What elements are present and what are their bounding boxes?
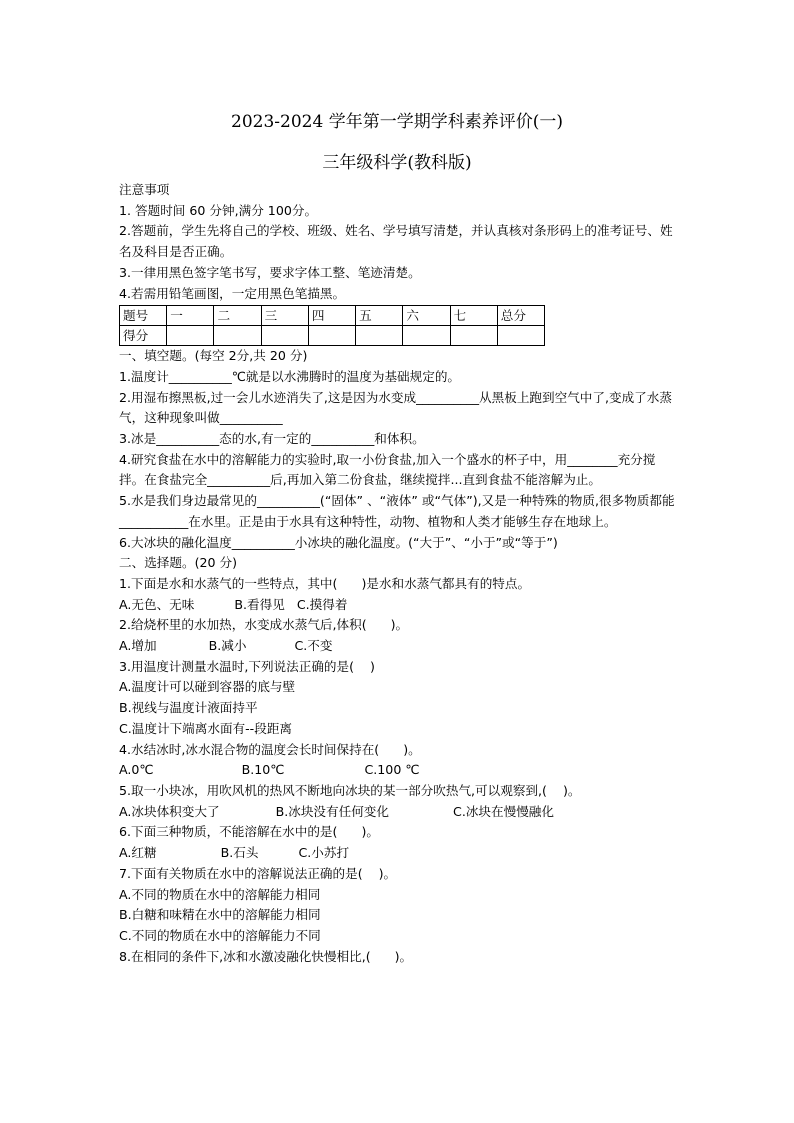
section2-heading: 二、选择题。(20 分) — [119, 555, 238, 571]
score-table-cell: 七 — [450, 306, 497, 326]
choice-question: 4.水结冰时,冰水混合物的温度会长时间保持在( )。 — [119, 741, 421, 757]
choice-question: 1.下面是水和水蒸气的一些特点，其中( )是水和水蒸气都具有的特点。 — [119, 575, 531, 591]
notice-item: 4.若需用铅笔画图，一定用黑色笔描黑。 — [119, 285, 346, 301]
choice-options: A.无色、无味 B.看得见 C.摸得着 — [119, 596, 348, 612]
notice-item: 1. 答题时间 60 分钟,满分 100分。 — [119, 202, 318, 218]
score-cell-empty[interactable] — [356, 326, 403, 346]
score-table-cell: 总分 — [497, 306, 544, 326]
fill-question: 1.温度计__________℃就是以水沸腾时的温度为基础规定的。 — [119, 368, 461, 384]
score-table — [119, 305, 545, 346]
score-table-score-row — [120, 326, 545, 346]
score-cell-empty[interactable] — [308, 326, 355, 346]
choice-option: B.视线与温度计液面持平 — [119, 700, 258, 716]
score-cell-empty[interactable] — [497, 326, 544, 346]
choice-question: 5.取一小块冰，用吹风机的热风不断地向冰块的某一部分吹热气,可以观察到,( )。 — [119, 782, 581, 798]
exam-content — [119, 180, 675, 967]
score-table-cell: 六 — [403, 306, 450, 326]
section1-heading: 一、填空题。(每空 2分,共 20 分) — [119, 348, 308, 364]
score-cell-empty[interactable] — [214, 326, 261, 346]
score-table-cell: 三 — [261, 306, 308, 326]
score-table-cell: 二 — [214, 306, 261, 326]
choice-options: A.冰块体积变大了 B.冰块没有任何变化 C.冰块在慢慢融化 — [119, 803, 554, 819]
choice-option: A.温度计可以碰到容器的底与壁 — [119, 679, 296, 695]
choice-option: A.不同的物质在水中的溶解能力相同 — [119, 886, 321, 902]
fill-question: 4.研究食盐在水中的溶解能力的实验时,取一小份食盐,加入一个盛水的杯子中，用________充分搅拌。在食盐完全__________后,再加入第二份食盐，继续搅拌...直到食盐不能溶解为止。 — [119, 451, 656, 488]
fill-question: 3.冰是__________态的水,有一定的__________和体积。 — [119, 431, 425, 447]
score-cell-empty[interactable] — [167, 326, 214, 346]
choice-options: A.红糖 B.石头 C.小苏打 — [119, 845, 350, 861]
exam-title: 2023-2024 学年第一学期学科素养评价(一) — [231, 112, 563, 132]
exam-subtitle: 三年级科学(教科版) — [322, 153, 472, 173]
choice-option: B.白糖和味精在水中的溶解能力相同 — [119, 907, 321, 923]
score-table-row-label: 得分 — [120, 326, 167, 346]
score-table-cell: 题号 — [120, 306, 167, 326]
choice-option: C.不同的物质在水中的溶解能力不同 — [119, 927, 321, 943]
score-cell-empty[interactable] — [450, 326, 497, 346]
notice-heading: 注意事项 — [119, 182, 170, 197]
fill-question: 2.用湿布擦黑板,过一会儿水迹消失了,这是因为水变成__________从黑板上跑到空气中了,变成了水蒸气，这种现象叫做__________ — [119, 389, 672, 426]
score-cell-empty[interactable] — [261, 326, 308, 346]
score-table-cell: 五 — [356, 306, 403, 326]
choice-question: 7.下面有关物质在水中的溶解说法正确的是( )。 — [119, 865, 397, 881]
notice-item: 2.答题前，学生先将自己的学校、班级、姓名、学号填写清楚，并认真核对条形码上的准考证号、姓名及科目是否正确。 — [119, 223, 673, 260]
choice-question: 8.在相同的条件下,冰和水激凌融化快慢相比,( )。 — [119, 948, 413, 964]
score-table-cell: 四 — [308, 306, 355, 326]
notice-item: 3.一律用黑色签字笔书写，要求字体工整、笔迹清楚。 — [119, 264, 421, 280]
choice-options: A.增加 B.减小 C.不变 — [119, 638, 333, 654]
score-table-cell: 一 — [167, 306, 214, 326]
choice-option: C.温度计下端离水面有--段距离 — [119, 720, 293, 736]
choice-options: A.0℃ B.10℃ C.100 ℃ — [119, 762, 420, 778]
fill-question: 6.大冰块的融化温度__________小冰块的融化温度。(“大于”、“小于”或“等于”) — [119, 534, 558, 550]
choice-question: 2.给烧杯里的水加热，水变成水蒸气后,体积( )。 — [119, 617, 409, 633]
choice-question: 6.下面三种物质，不能溶解在水中的是( )。 — [119, 824, 379, 840]
score-cell-empty[interactable] — [403, 326, 450, 346]
choice-question: 3.用温度计测量水温时,下列说法正确的是( ) — [119, 658, 375, 674]
score-table-header-row — [120, 306, 545, 326]
fill-question: 5.水是我们身边最常见的__________(“固体” 、“液体” 或“气体”),又是一种特殊的物质,很多物质都能___________在水里。正是由于水具有这种特性，动物、植物和人类才能够生存在地球上。 — [119, 493, 675, 529]
